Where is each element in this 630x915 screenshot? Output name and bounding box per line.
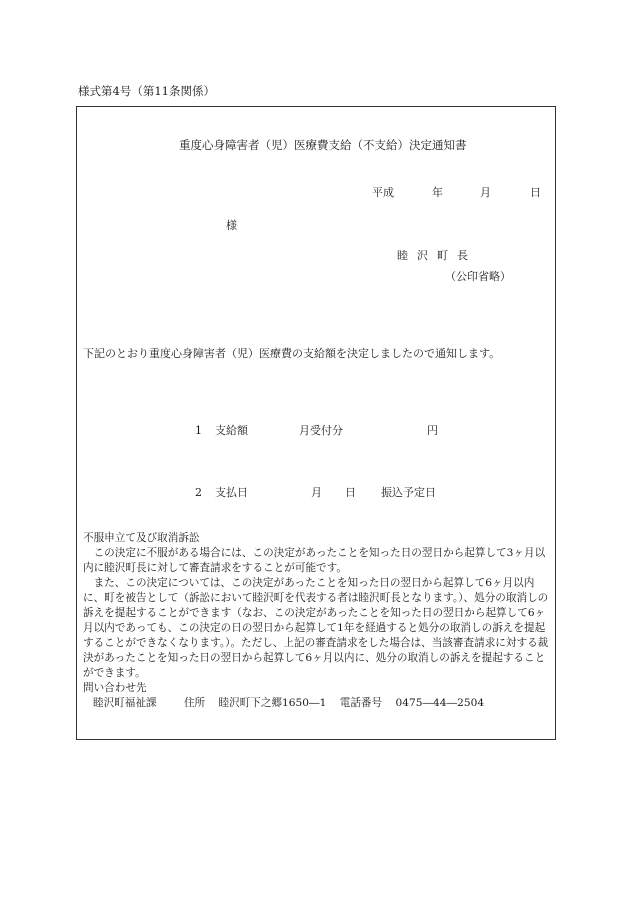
contact-department: 睦沢町福祉課 [93, 697, 157, 709]
appeal-heading: 不服申立て及び取消訴訟 [83, 532, 200, 544]
contact-phone-label: 電話番号 [339, 697, 383, 709]
date-year: 年 [432, 186, 443, 199]
contact-phone: 0475―44―2504 [395, 697, 485, 709]
contact-line [83, 696, 551, 711]
contact-address: 睦沢町下之郷1650―1 [218, 697, 327, 709]
item1-label: 支給額 [215, 424, 248, 437]
contact-address-label: 住所 [183, 697, 206, 709]
date-month: 月 [480, 186, 491, 199]
appeal-paragraph-2: また、この決定については、この決定があったことを知った日の翌日から起算して6ヶ月以内に、町を被告として（訴訟において睦沢町を代表する者は睦沢町長となります。）、処分の取消しの訴えを提起することができます（なお、この決定があったことを知った日の翌日から起算して6ヶ月以内であっても、この決定の日の翌日から起算して1年を経過すると処分の取消しの訴えを提起することができなくなります。）。ただし、上記の審査請求をした場合は、当該審査請求に対する裁決があったことを知った日の翌日から起算して6ヶ月以内に、処分の取消しの訴えを提起することができます。 [83, 577, 549, 679]
intro-text: 下記のとおり重度心身障害者（児）医療費の支給額を決定しましたので通知します。 [83, 347, 501, 360]
item2-transfer: 振込予定日 [381, 486, 436, 499]
appeal-paragraph-1: この決定に不服がある場合には、この決定があったことを知った日の翌日から起算して3ヶ月以内に睦沢町長に対して審査請求をすることが可能です。 [83, 547, 546, 574]
item2-month: 月 [311, 486, 322, 499]
form-number-label: 様式第4号（第11条関係） [78, 84, 215, 98]
contact-heading: 問い合わせ先 [83, 682, 147, 694]
item1-unit: 円 [427, 424, 438, 437]
issuer-name: 睦沢町長 [397, 249, 477, 262]
item1-received: 月受付分 [299, 424, 343, 437]
item2-day: 日 [345, 486, 356, 499]
date-day: 日 [530, 186, 541, 199]
appeal-notice [83, 531, 551, 711]
addressee-suffix: 様 [226, 219, 237, 232]
item2-number: 2 [195, 486, 202, 499]
document-title: 重度心身障害者（児）医療費支給（不支給）決定通知書 [179, 138, 467, 152]
notice-form-frame [76, 106, 556, 740]
item1-number: 1 [195, 424, 202, 437]
item2-label: 支払日 [215, 486, 248, 499]
date-era: 平成 [372, 186, 394, 199]
seal-omitted-note: （公印省略） [445, 270, 511, 283]
